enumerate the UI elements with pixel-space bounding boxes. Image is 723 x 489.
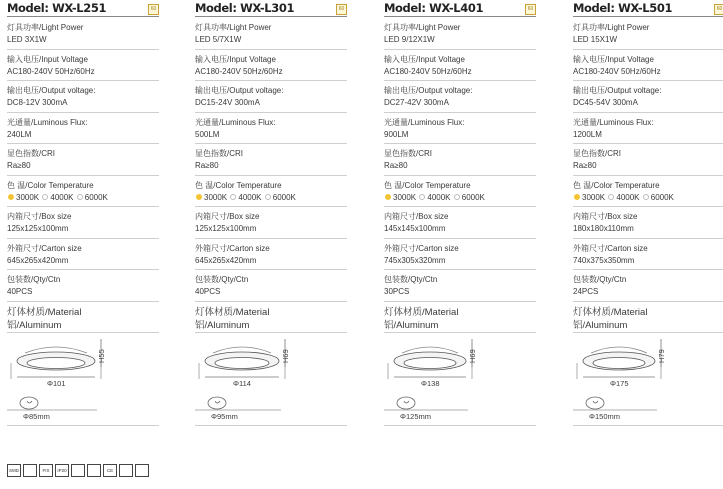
qty-ctn xyxy=(573,270,723,302)
color-temperature xyxy=(7,176,159,208)
qty-ctn-label: 包装数/Qty/Ctn xyxy=(195,275,249,284)
diameter-dimension: Φ138 xyxy=(421,379,440,388)
color-dot-icon xyxy=(196,194,202,200)
product-column xyxy=(573,0,723,426)
color-option: 6000K xyxy=(650,192,674,202)
certification-icons xyxy=(7,464,149,477)
output-voltage-label: 输出电压/Output voltage: xyxy=(7,86,96,95)
luminous-flux-value: 240LM xyxy=(7,129,32,139)
material xyxy=(195,302,347,334)
material xyxy=(573,302,723,334)
box-size-value: 145x145x100mm xyxy=(384,224,446,233)
model-title: Model: WX-L301 xyxy=(195,1,295,15)
color-temp-options xyxy=(7,193,110,202)
qty-ctn xyxy=(384,270,536,302)
color-temperature xyxy=(195,176,347,208)
ce-icon: CE xyxy=(103,464,117,477)
height-dimension: H69 xyxy=(281,349,290,363)
input-voltage-value: AC180-240V 50Hz/60Hz xyxy=(195,66,283,76)
cri-label: 显色指数/CRI xyxy=(384,149,432,158)
material xyxy=(7,302,159,334)
material-label: 灯体材质/Material xyxy=(195,306,270,318)
rating-badge: 60 xyxy=(714,4,723,15)
model-header xyxy=(7,0,159,18)
no-bin-icon xyxy=(119,464,133,477)
color-dot-icon xyxy=(419,194,425,200)
light-power-label: 灯具功率/Light Power xyxy=(195,23,272,32)
luminous-flux xyxy=(7,113,159,145)
box-size-label: 内箱尺寸/Box size xyxy=(7,212,72,221)
cri-label: 显色指数/CRI xyxy=(7,149,55,158)
rating-badge: 60 xyxy=(525,4,536,15)
light-power-label: 灯具功率/Light Power xyxy=(7,23,84,32)
cri-value: Ra≥80 xyxy=(384,161,408,170)
cutout-dimension: Φ95mm xyxy=(211,412,238,421)
power-value: LED 15X1W xyxy=(573,35,618,44)
carton-size-label: 外箱尺寸/Carton size xyxy=(195,243,270,253)
color-temp-options xyxy=(573,193,676,202)
height-dimension: H79 xyxy=(657,349,666,363)
material-value: 铝/Aluminum xyxy=(7,319,62,331)
model-title: Model: WX-L251 xyxy=(7,1,107,15)
color-dot-icon xyxy=(77,194,83,200)
product-column xyxy=(195,0,347,426)
qty-ctn xyxy=(195,270,347,302)
box-size xyxy=(7,207,159,239)
color-temp-options xyxy=(195,193,298,202)
input-voltage-label: 输入电压/Input Voltage xyxy=(7,54,88,64)
model-header xyxy=(384,0,536,18)
qty-ctn-label: 包装数/Qty/Ctn xyxy=(7,275,61,284)
input-voltage-value: AC180-240V 50Hz/60Hz xyxy=(7,66,95,76)
color-option: 6000K xyxy=(272,192,296,202)
color-option: 4000K xyxy=(427,192,451,202)
cri xyxy=(7,144,159,176)
header-rule xyxy=(384,16,536,17)
color-option: 4000K xyxy=(238,192,262,202)
smd-icon: SMD xyxy=(7,464,21,477)
dimension-diagram xyxy=(573,333,723,426)
diameter-dimension: Φ101 xyxy=(47,379,66,388)
box-size xyxy=(384,207,536,239)
color-temperature xyxy=(384,176,536,208)
light-power xyxy=(573,18,723,50)
material-label: 灯体材质/Material xyxy=(384,306,459,318)
header-rule xyxy=(195,16,347,17)
luminous-flux-label: 光通量/Luminous Flux: xyxy=(384,117,465,127)
luminous-flux xyxy=(573,113,723,145)
fix-icon: FIX xyxy=(39,464,53,477)
color-option: 3000K xyxy=(393,192,417,202)
output-voltage xyxy=(384,81,536,113)
color-temperature xyxy=(573,176,723,208)
output-voltage-value: DC27-42V 300mA xyxy=(384,98,449,107)
diameter-dimension: Φ175 xyxy=(610,379,629,388)
qty-ctn-label: 包装数/Qty/Ctn xyxy=(384,275,438,284)
light-power xyxy=(7,18,159,50)
material-label: 灯体材质/Material xyxy=(573,306,648,318)
carton-size-label: 外箱尺寸/Carton size xyxy=(573,243,648,253)
color-dot-icon xyxy=(608,194,614,200)
input-voltage xyxy=(7,50,159,82)
cri xyxy=(195,144,347,176)
color-dot-icon xyxy=(230,194,236,200)
color-dot-icon xyxy=(8,194,14,200)
color-option: 4000K xyxy=(50,192,74,202)
box-size-label: 内箱尺寸/Box size xyxy=(573,212,638,221)
model-header xyxy=(195,0,347,18)
header-rule xyxy=(7,16,159,17)
box-size xyxy=(573,207,723,239)
qty-value: 30PCS xyxy=(384,287,410,296)
box-size-value: 180x180x110mm xyxy=(573,224,634,233)
output-voltage-label: 输出电压/Output voltage: xyxy=(195,86,284,95)
carton-size-label: 外箱尺寸/Carton size xyxy=(7,243,82,253)
cri xyxy=(573,144,723,176)
carton-size xyxy=(195,239,347,271)
qty-ctn xyxy=(7,270,159,302)
input-voltage xyxy=(384,50,536,82)
ip20-icon: IP20 xyxy=(55,464,69,477)
height-dimension: H55 xyxy=(97,349,106,363)
input-voltage-label: 输入电压/Input Voltage xyxy=(384,54,465,64)
triangle-v-icon xyxy=(23,464,37,477)
power-value: LED 3X1W xyxy=(7,35,47,44)
box-size-value: 125x125x100mm xyxy=(195,224,257,233)
output-voltage-value: DC45-54V 300mA xyxy=(573,98,638,107)
input-voltage-value: AC180-240V 50Hz/60Hz xyxy=(573,66,661,76)
luminous-flux xyxy=(384,113,536,145)
luminous-flux-label: 光通量/Luminous Flux: xyxy=(7,117,88,127)
box-size-value: 125x125x100mm xyxy=(7,224,69,233)
diameter-dimension: Φ114 xyxy=(233,379,251,388)
carton-size-value: 740x375x350mm xyxy=(573,255,635,265)
height-dimension: H69 xyxy=(468,349,477,363)
carton-size-label: 外箱尺寸/Carton size xyxy=(384,243,459,253)
carton-size-value: 645x265x420mm xyxy=(7,255,69,265)
rating-badge: 60 xyxy=(336,4,347,15)
material-value: 铝/Aluminum xyxy=(384,319,439,331)
input-voltage-label: 输入电压/Input Voltage xyxy=(195,54,276,64)
warning-triangle-icon xyxy=(135,464,149,477)
color-option: 6000K xyxy=(84,192,108,202)
dimension-diagram xyxy=(7,333,159,426)
input-voltage xyxy=(573,50,723,82)
carton-size-value: 645x265x420mm xyxy=(195,255,257,265)
material-label: 灯体材质/Material xyxy=(7,306,82,318)
power-value: LED 9/12X1W xyxy=(384,35,435,44)
color-temperature-label: 色 温/Color Temperature xyxy=(7,180,94,190)
output-voltage-label: 输出电压/Output voltage: xyxy=(384,86,473,95)
output-voltage-value: DC15-24V 300mA xyxy=(195,98,260,107)
cutout-dimension: Φ85mm xyxy=(23,412,50,421)
color-option: 3000K xyxy=(582,192,606,202)
material xyxy=(384,302,536,334)
carton-size-value: 745x305x320mm xyxy=(384,255,446,265)
color-dot-icon xyxy=(265,194,271,200)
color-option: 4000K xyxy=(616,192,640,202)
model-header xyxy=(573,0,723,18)
color-temp-options xyxy=(384,193,487,202)
cri-value: Ra≥80 xyxy=(195,161,219,170)
light-power-label: 灯具功率/Light Power xyxy=(573,23,650,32)
light-power xyxy=(384,18,536,50)
color-dot-icon xyxy=(643,194,649,200)
carton-size xyxy=(7,239,159,271)
box-size xyxy=(195,207,347,239)
dimension-diagram xyxy=(384,333,536,426)
rating-badge: 60 xyxy=(148,4,159,15)
luminous-flux-label: 光通量/Luminous Flux: xyxy=(195,117,276,127)
cri-value: Ra≥80 xyxy=(7,161,31,170)
qty-ctn-label: 包装数/Qty/Ctn xyxy=(573,275,627,284)
light-power xyxy=(195,18,347,50)
header-rule xyxy=(573,16,723,17)
class2-square-icon xyxy=(71,464,85,477)
luminous-flux-value: 500LM xyxy=(195,129,220,139)
cutout-dimension: Φ150mm xyxy=(589,412,620,421)
color-temperature-label: 色 温/Color Temperature xyxy=(384,180,471,190)
recycle-house-icon xyxy=(87,464,101,477)
product-column xyxy=(7,0,159,426)
light-power-label: 灯具功率/Light Power xyxy=(384,23,461,32)
luminous-flux xyxy=(195,113,347,145)
model-title: Model: WX-L401 xyxy=(384,1,484,15)
cri xyxy=(384,144,536,176)
cutout-dimension: Φ125mm xyxy=(400,412,431,421)
carton-size xyxy=(573,239,723,271)
material-value: 铝/Aluminum xyxy=(195,319,250,331)
luminous-flux-label: 光通量/Luminous Flux: xyxy=(573,117,654,127)
input-voltage-value: AC180-240V 50Hz/60Hz xyxy=(384,66,472,76)
model-title: Model: WX-L501 xyxy=(573,1,673,15)
qty-value: 40PCS xyxy=(195,287,221,296)
qty-value: 40PCS xyxy=(7,287,33,296)
color-dot-icon xyxy=(385,194,391,200)
output-voltage xyxy=(195,81,347,113)
product-column xyxy=(384,0,536,426)
color-temperature-label: 色 温/Color Temperature xyxy=(573,180,660,190)
box-size-label: 内箱尺寸/Box size xyxy=(195,212,260,221)
luminous-flux-value: 1200LM xyxy=(573,129,602,139)
color-option: 3000K xyxy=(204,192,228,202)
box-size-label: 内箱尺寸/Box size xyxy=(384,212,449,221)
input-voltage xyxy=(195,50,347,82)
color-option: 3000K xyxy=(16,192,40,202)
qty-value: 24PCS xyxy=(573,287,599,296)
cri-label: 显色指数/CRI xyxy=(573,149,621,158)
output-voltage-label: 输出电压/Output voltage: xyxy=(573,86,662,95)
output-voltage-value: DC8-12V 300mA xyxy=(7,98,68,107)
luminous-flux-value: 900LM xyxy=(384,129,409,139)
input-voltage-label: 输入电压/Input Voltage xyxy=(573,54,654,64)
color-dot-icon xyxy=(574,194,580,200)
output-voltage xyxy=(7,81,159,113)
color-dot-icon xyxy=(42,194,48,200)
color-dot-icon xyxy=(454,194,460,200)
cri-value: Ra≥80 xyxy=(573,161,597,170)
dimension-diagram xyxy=(195,333,347,426)
material-value: 铝/Aluminum xyxy=(573,319,628,331)
power-value: LED 5/7X1W xyxy=(195,35,242,44)
carton-size xyxy=(384,239,536,271)
cri-label: 显色指数/CRI xyxy=(195,149,243,158)
color-option: 6000K xyxy=(461,192,485,202)
color-temperature-label: 色 温/Color Temperature xyxy=(195,180,282,190)
output-voltage xyxy=(573,81,723,113)
